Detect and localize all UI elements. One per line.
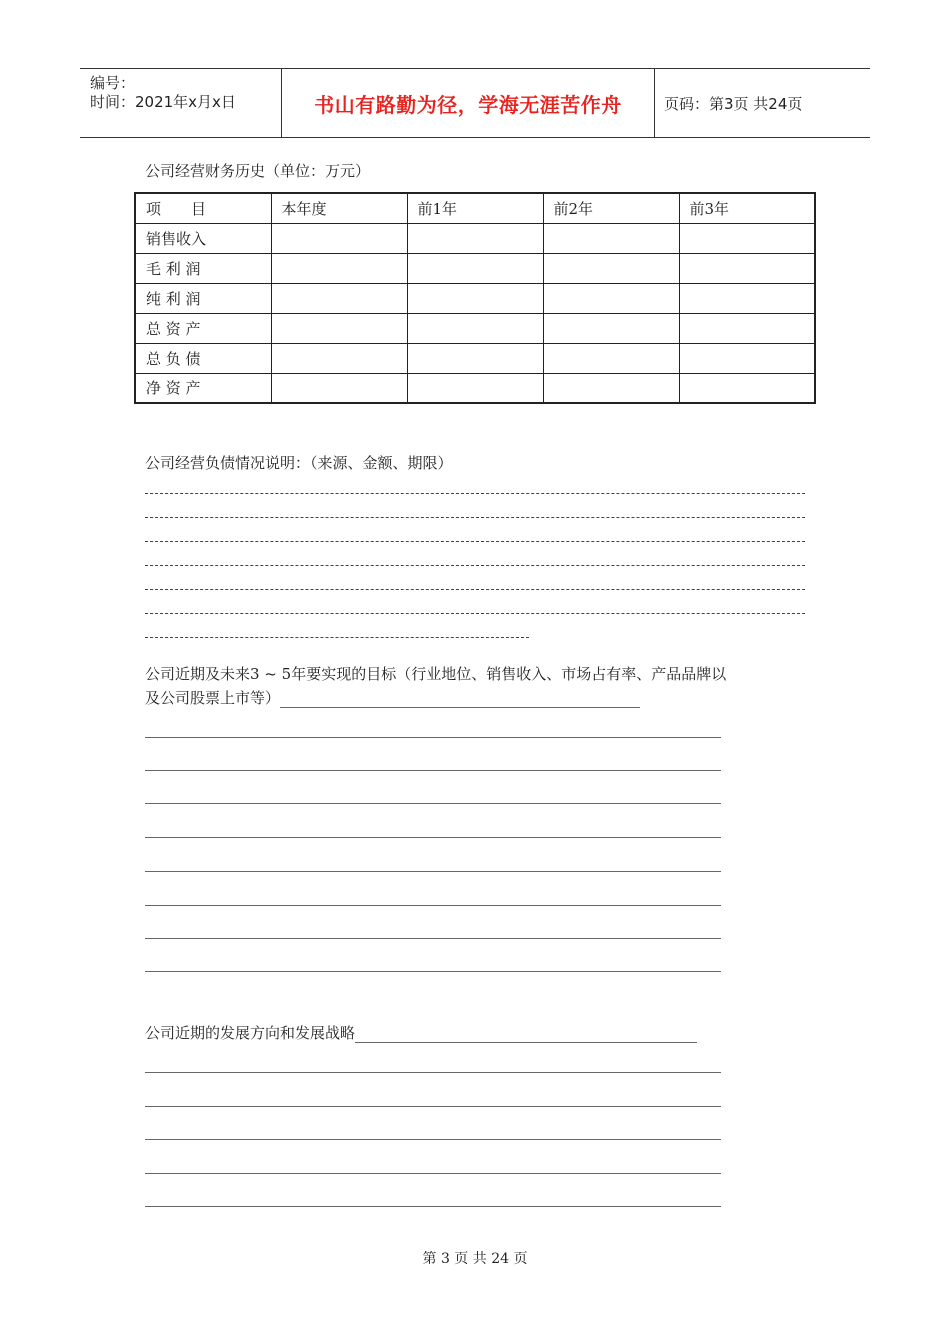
number-label: 编号： xyxy=(90,74,136,92)
page-number-label: 页码：第3页 共24页 xyxy=(664,94,803,113)
goals-section-title-line1: 公司近期及未来3 ~ 5年要实现的目标（行业地位、销售收入、市场占有率、产品品牌以 xyxy=(145,665,727,683)
row-label: 销售收入 xyxy=(135,223,271,253)
table-cell[interactable] xyxy=(543,223,679,253)
strategy-section-title xyxy=(145,1022,697,1043)
debt-section-title: 公司经营负债情况说明：（来源、金额、期限） xyxy=(145,454,453,472)
goals-section-title-line2 xyxy=(145,687,640,708)
table-cell[interactable] xyxy=(679,343,815,373)
table-header-row xyxy=(135,193,815,223)
row-label: 纯 利 润 xyxy=(135,283,271,313)
answer-line[interactable] xyxy=(145,770,721,771)
answer-line[interactable] xyxy=(280,693,640,708)
table-row xyxy=(135,373,815,403)
answer-line[interactable] xyxy=(145,971,721,972)
table-cell[interactable] xyxy=(407,343,543,373)
table-row xyxy=(135,313,815,343)
answer-line[interactable] xyxy=(145,938,721,939)
goals-section-title-line2-text: 及公司股票上市等） xyxy=(145,689,281,707)
table-row xyxy=(135,283,815,313)
answer-line[interactable] xyxy=(145,517,805,518)
row-label: 总 资 产 xyxy=(135,313,271,343)
answer-line[interactable] xyxy=(355,1028,697,1043)
table-cell[interactable] xyxy=(543,343,679,373)
table-cell[interactable] xyxy=(271,253,407,283)
header-left-cell xyxy=(80,69,281,137)
table-row xyxy=(135,253,815,283)
answer-line[interactable] xyxy=(145,905,721,906)
answer-line[interactable] xyxy=(145,871,721,872)
row-label: 净 资 产 xyxy=(135,373,271,403)
table-cell[interactable] xyxy=(271,283,407,313)
row-label: 总 负 债 xyxy=(135,343,271,373)
table-cell[interactable] xyxy=(543,253,679,283)
column-header: 前2年 xyxy=(543,193,679,223)
motto-text: 书山有路勤为径，学海无涯苦作舟 xyxy=(314,92,622,117)
table-cell[interactable] xyxy=(543,283,679,313)
finance-section-title: 公司经营财务历史（单位：万元） xyxy=(145,162,371,180)
table-cell[interactable] xyxy=(679,313,815,343)
answer-line[interactable] xyxy=(145,637,529,638)
header-motto-cell xyxy=(281,69,655,137)
table-cell[interactable] xyxy=(271,313,407,343)
answer-line[interactable] xyxy=(145,1173,721,1174)
answer-line[interactable] xyxy=(145,565,805,566)
answer-line[interactable] xyxy=(145,837,721,838)
answer-line[interactable] xyxy=(145,1106,721,1107)
strategy-section-title-text: 公司近期的发展方向和发展战略 xyxy=(145,1024,356,1042)
table-cell[interactable] xyxy=(407,313,543,343)
table-cell[interactable] xyxy=(679,253,815,283)
table-cell[interactable] xyxy=(407,223,543,253)
table-cell[interactable] xyxy=(271,223,407,253)
answer-line[interactable] xyxy=(145,803,721,804)
answer-line[interactable] xyxy=(145,1206,721,1207)
column-header: 前3年 xyxy=(679,193,815,223)
answer-line[interactable] xyxy=(145,1072,721,1073)
finance-history-table xyxy=(134,192,816,404)
row-label: 毛 利 润 xyxy=(135,253,271,283)
answer-line[interactable] xyxy=(145,589,805,590)
answer-line[interactable] xyxy=(145,493,805,494)
table-cell[interactable] xyxy=(407,373,543,403)
table-cell[interactable] xyxy=(407,283,543,313)
table-row xyxy=(135,343,815,373)
column-header: 本年度 xyxy=(271,193,407,223)
answer-line[interactable] xyxy=(145,541,805,542)
table-cell[interactable] xyxy=(679,283,815,313)
answer-line[interactable] xyxy=(145,1139,721,1140)
column-header: 前1年 xyxy=(407,193,543,223)
column-header: 项 目 xyxy=(135,193,271,223)
table-cell[interactable] xyxy=(679,373,815,403)
page-footer: 第 3 页 共 24 页 xyxy=(422,1251,528,1267)
time-label: 时间：2021年x月x日 xyxy=(90,93,236,111)
table-row xyxy=(135,223,815,253)
answer-line[interactable] xyxy=(145,737,721,738)
page-header xyxy=(80,68,870,138)
table-cell[interactable] xyxy=(271,373,407,403)
header-page-cell xyxy=(655,69,870,137)
table-cell[interactable] xyxy=(679,223,815,253)
table-cell[interactable] xyxy=(543,373,679,403)
answer-line[interactable] xyxy=(145,613,805,614)
table-cell[interactable] xyxy=(543,313,679,343)
table-cell[interactable] xyxy=(407,253,543,283)
table-cell[interactable] xyxy=(271,343,407,373)
